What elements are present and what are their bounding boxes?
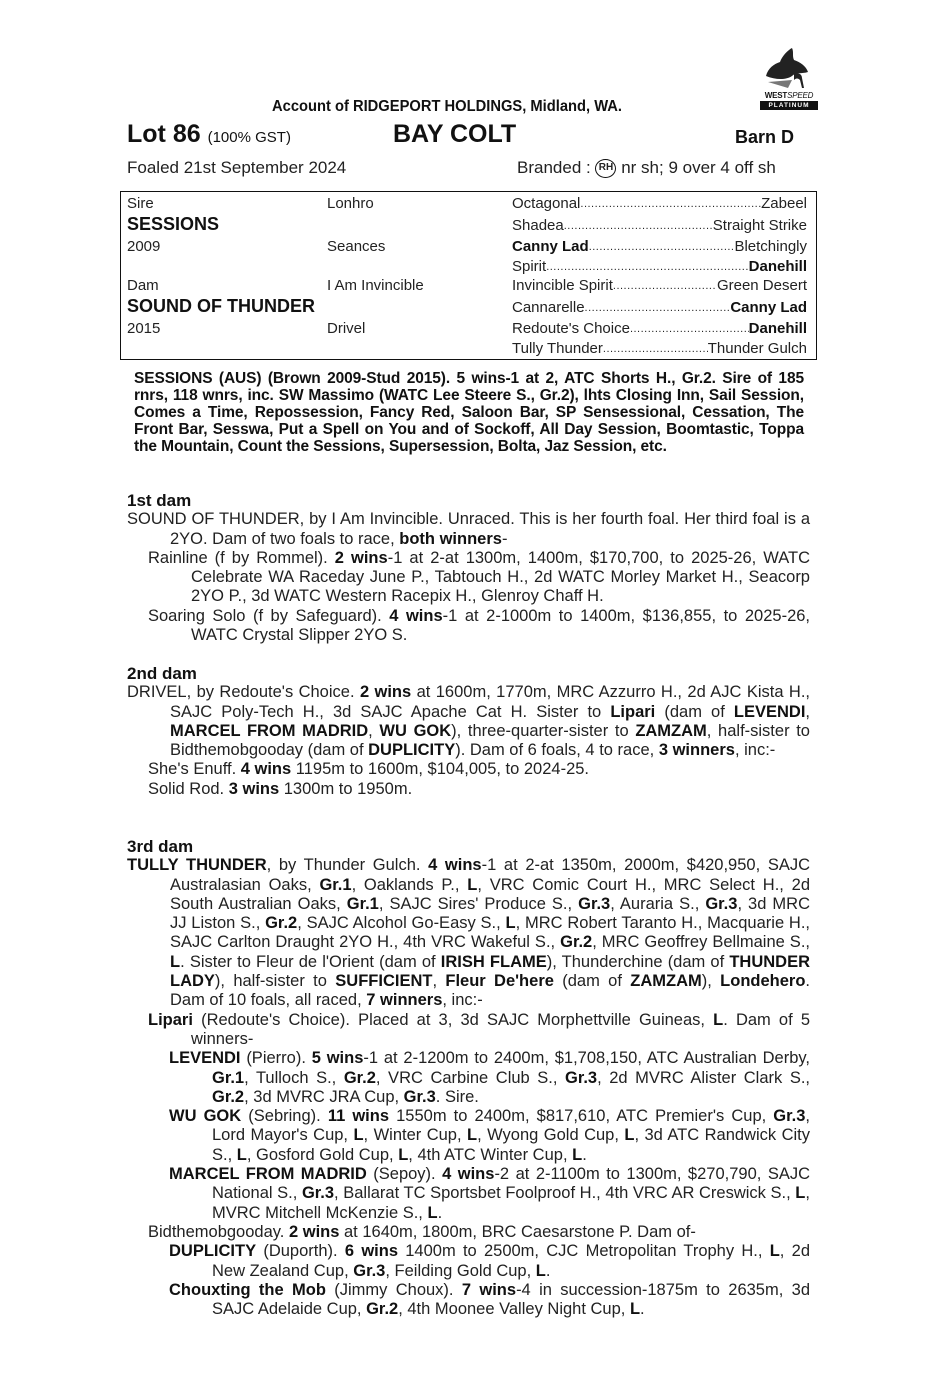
branded-text: nr sh; 9 over 4 off sh [621, 158, 776, 177]
sire-year: 2009 [127, 238, 161, 255]
grandparent-row [512, 320, 807, 338]
westspeed-platinum-logo [758, 46, 820, 116]
progeny-entry-bidthemobgooday: Bidthemobgooday. 2 wins at 1640m, 1800m, BRC Caesarstone P. Dam of- [148, 1222, 696, 1241]
third-dam-section [127, 837, 810, 1319]
sire-sire: Lonhro [327, 195, 374, 212]
gp-name: Spirit [512, 258, 547, 275]
third-dam-heading: 3rd dam [127, 837, 194, 856]
gp-name: Canny Lad [512, 238, 589, 255]
gp-name: Shadea [512, 217, 564, 234]
progeny-entry: Rainline (f by Rommel). 2 wins-1 at 2-at 1300m, 1400m, $170,700, to 2025-26, WATC Celebrate WA Raceday June P., Tabtouch H., 2d WATC Morley Market H., Seacorp 2YO P., 3d WATC Western Racepix H., Glenroy Chaff H. [148, 548, 811, 606]
gp-sire: Canny Lad [730, 299, 807, 316]
second-dam-section [127, 664, 810, 799]
brand-info [517, 158, 776, 178]
gp-sire: Straight Strike [712, 217, 807, 234]
horse-title: BAY COLT [393, 120, 517, 148]
dam-label: Dam [127, 277, 159, 294]
sire-label: Sire [127, 195, 154, 212]
progeny-entry: Soaring Solo (f by Safeguard). 4 wins-1 at 2-1000m to 1400m, $136,855, to 2025-26, WATC Crystal Slipper 2YO S. [148, 606, 811, 645]
second-dam-heading: 2nd dam [127, 664, 197, 683]
dam-name: SOUND OF THUNDER [127, 296, 315, 316]
branded-label: Branded : [517, 158, 591, 177]
sire-summary: SESSIONS (AUS) (Brown 2009-Stud 2015). 5 wins-1 at 2, ATC Shorts H., Gr.2. Sire of 185 rnrs, 118 wnrs, inc. SW Massimo (WATC Lee Steere S., Gr.2), lhts Closing Inn, Sail Session, Comes a Time, Repossession, Fancy Red, Saloon Bar, SP Sensessional, Cessation, The Front Bar, Sesswa, Put a Spell on You and of Sockoff, All Day Session, Boomtastic, Toppa the Mountain, Count the Sessions, Supersession, Bolta, Jaz Session, etc. [134, 370, 804, 455]
gp-sire: Thunder Gulch [707, 340, 807, 357]
sire-name: SESSIONS [127, 214, 220, 234]
progeny-entry-chouxting-the-mob: Chouxting the Mob (Jimmy Choux). 7 wins-4 in succession-1875m to 2635m, 3d SAJC Adelaide Cup, Gr.2, 4th Moonee Valley Night Cup, L. [169, 1280, 810, 1319]
lot-label: Lot 86 [127, 120, 201, 148]
logo-wordmark: WESTSPEED [764, 91, 814, 100]
dam-sire: I Am Invincible [327, 277, 424, 294]
grandparent-row [512, 217, 807, 235]
progeny-entry-lipari: Lipari (Redoute's Choice). Placed at 3, 3d SAJC Morphettville Guineas, L. Dam of 5 winners- [148, 1010, 810, 1048]
third-dam-paragraph: TULLY THUNDER, by Thunder Gulch. 4 wins-1 at 2-at 1350m, 2000m, $420,950, SAJC Australasian Oaks, Gr.1, Oaklands P., L, VRC Comic Court H., MRC Select H., 2d South Australian Oaks, Gr.1, SAJC Sires' Produce S., Gr.3, Auraria S., Gr.3, 3d MRC JJ Liston S., Gr.2, SAJC Alcohol Go-Easy S., L, MRC Robert Taranto H., Macquarie H., SAJC Carlton Draught 2YO H., 4th VRC Wakeful S., Gr.2, MRC Geoffrey Bellmaine S., L. Sister to Fleur de l'Orient (dam of IRISH FLAME), Thunderchine (dam of THUNDER LADY), half-sister to SUFFICIENT, Fleur De'here (dam of ZAMZAM), Londehero. Dam of 10 foals, all raced, 7 winners, inc:- [127, 856, 811, 1010]
gst-note: (100% GST) [207, 129, 291, 146]
grandparent-row [512, 340, 807, 358]
second-dam-paragraph: DRIVEL, by Redoute's Choice. 2 wins at 1600m, 1770m, MRC Azzurro H., 2d AJC Kista H., SAJC Poly-Tech H., 3d SAJC Apache Cat H. Sister to Lipari (dam of LEVENDI, MARCEL FROM MADRID, WU GOK), three-quarter-sister to ZAMZAM, half-sister to Bidthemobgooday (dam of DUPLICITY). Dam of 6 foals, 4 to race, 3 winners, inc:- [127, 683, 811, 760]
gp-sire: Bletchingly [734, 238, 807, 255]
progeny-entry-wu-gok: WU GOK (Sebring). 11 wins 1550m to 2400m, $817,610, ATC Premier's Cup, Gr.3, Lord Mayor's Cup, L, Winter Cup, L, Wyong Gold Cup, L, 3d ATC Randwick City S., L, Gosford Gold Cup, L, 4th ATC Winter Cup, L. [169, 1107, 810, 1164]
first-dam-paragraph: SOUND OF THUNDER, by I Am Invincible. Unraced. This is her fourth foal. Her third foal is a 2YO. Dam of two foals to race, both winners- [127, 510, 810, 548]
grandparent-row [512, 299, 807, 317]
gp-name: Redoute's Choice [512, 320, 630, 337]
vendor-account: Account of RIDGEPORT HOLDINGS, Midland, WA. [272, 98, 623, 115]
barn-label: Barn D [735, 127, 795, 147]
progeny-entry-marcel-from-madrid: MARCEL FROM MADRID (Sepoy). 4 wins-2 at 2-1100m to 1300m, $270,790, SAJC National S., Gr.3, Ballarat TC Sportsbet Foolproof H., 4th VRC AR Creswick S., L, MVRC Mitchell McKenzie S., L. [169, 1165, 810, 1222]
dam-dam: Drivel [327, 320, 366, 337]
logo-badge: PLATINUM [760, 101, 818, 110]
gp-name: Tully Thunder [512, 340, 603, 357]
grandparent-row [512, 195, 807, 213]
progeny-entry-duplicity: DUPLICITY (Duporth). 6 wins 1400m to 2500m, CJC Metropolitan Trophy H., L, 2d New Zealand Cup, Gr.3, Feilding Gold Cup, L. [169, 1242, 810, 1280]
grandparent-row [512, 238, 807, 256]
gp-sire: Danehill [748, 258, 807, 275]
horse-racing-icon [758, 46, 820, 90]
progeny-entry: Solid Rod. 3 wins 1300m to 1950m. [148, 779, 413, 798]
progeny-entry-levendi: LEVENDI (Pierro). 5 wins-1 at 2-1200m to 2400m, $1,708,150, ATC Australian Derby, Gr.1, Tulloch S., Gr.2, VRC Carbine Club S., Gr.3, 2d MVRC Alister Clark S., Gr.2, 3d MVRC JRA Cup, Gr.3. Sire. [169, 1049, 811, 1106]
sire-dam: Seances [327, 238, 386, 255]
gp-sire: Zabeel [761, 195, 807, 212]
gp-sire: Danehill [748, 320, 807, 337]
lot-number [127, 120, 291, 149]
grandparent-row [512, 258, 807, 276]
gp-sire: Green Desert [716, 277, 807, 294]
gp-name: Invincible Spirit [512, 277, 613, 294]
foaled-date: Foaled 21st September 2024 [127, 158, 347, 177]
first-dam-section [127, 491, 810, 645]
brand-mark-icon: RH [595, 159, 616, 178]
gp-name: Octagonal [512, 195, 581, 212]
grandparent-row [512, 277, 807, 295]
gp-name: Cannarelle [512, 299, 585, 316]
progeny-entry: She's Enuff. 4 wins 1195m to 1600m, $104,005, to 2024-25. [148, 760, 590, 779]
pedigree-table [120, 191, 817, 360]
dam-year: 2015 [127, 320, 161, 337]
first-dam-heading: 1st dam [127, 491, 192, 510]
